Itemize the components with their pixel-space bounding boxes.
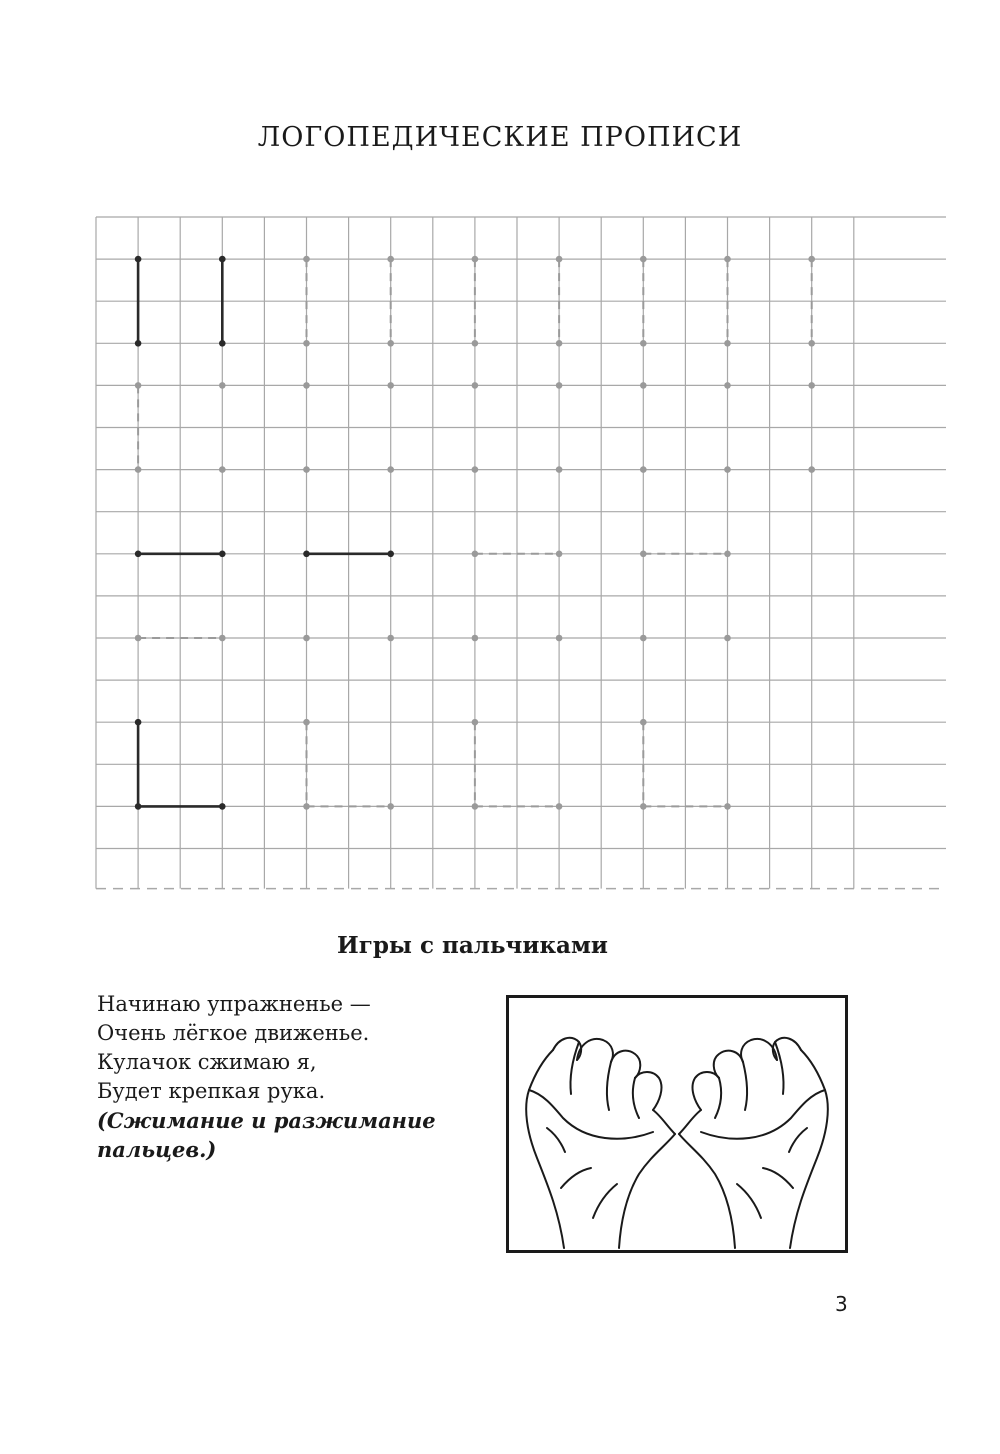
guide-dot: [219, 635, 226, 642]
poem-line: Очень лёгкое движенье.: [97, 1021, 370, 1045]
guide-dot: [303, 719, 310, 726]
guide-dot: [135, 382, 142, 389]
left-fist-icon: [526, 1038, 675, 1248]
guide-dot: [472, 340, 479, 347]
guide-dot: [387, 340, 394, 347]
guide-dot: [472, 551, 479, 558]
guide-dot: [219, 340, 226, 347]
guide-dot: [135, 466, 142, 473]
section-title: Игры с пальчиками: [337, 932, 608, 959]
guide-dot: [303, 382, 310, 389]
guide-dot: [387, 551, 394, 558]
guide-dot: [724, 551, 731, 558]
two-fists-icon: [509, 998, 845, 1250]
guide-dot: [556, 340, 563, 347]
guide-dot: [387, 382, 394, 389]
guide-dot: [303, 551, 310, 558]
guide-dot: [556, 803, 563, 810]
guide-dot: [387, 635, 394, 642]
guide-dot: [387, 803, 394, 810]
guide-dot: [556, 466, 563, 473]
page-title: ЛОГОПЕДИЧЕСКИЕ ПРОПИСИ: [257, 122, 743, 153]
page-number: 3: [835, 1292, 848, 1316]
guide-dot: [135, 340, 142, 347]
guide-dot: [808, 466, 815, 473]
poem-note-line: пальцев.): [97, 1137, 217, 1162]
guide-dot: [556, 382, 563, 389]
guide-dot: [135, 719, 142, 726]
guide-dot: [640, 719, 647, 726]
guide-dot: [724, 256, 731, 263]
guide-dot: [724, 382, 731, 389]
guide-dot: [808, 256, 815, 263]
guide-dot: [640, 466, 647, 473]
guide-dot: [135, 635, 142, 642]
poem-note-line: (Сжимание и разжимание: [97, 1108, 436, 1133]
guide-dot: [724, 803, 731, 810]
guide-dot: [303, 635, 310, 642]
poem-line: Будет крепкая рука.: [97, 1079, 326, 1103]
guide-dot: [640, 635, 647, 642]
guide-dot: [135, 551, 142, 558]
poem: [97, 990, 497, 1164]
guide-dot: [472, 635, 479, 642]
guide-dot: [303, 466, 310, 473]
guide-dot: [808, 340, 815, 347]
guide-dot: [472, 719, 479, 726]
guide-dot: [472, 803, 479, 810]
guide-dot: [556, 635, 563, 642]
guide-dot: [387, 466, 394, 473]
guide-dot: [135, 803, 142, 810]
guide-dot: [135, 256, 142, 263]
right-fist-icon: [679, 1038, 828, 1248]
guide-dot: [724, 340, 731, 347]
guide-dot: [219, 551, 226, 558]
guide-dot: [640, 382, 647, 389]
guide-dot: [724, 466, 731, 473]
guide-dot: [640, 803, 647, 810]
guide-dot: [303, 256, 310, 263]
guide-dot: [219, 803, 226, 810]
guide-dot: [724, 635, 731, 642]
guide-dot: [640, 256, 647, 263]
guide-dot: [808, 382, 815, 389]
fists-illustration-frame: [506, 995, 848, 1253]
guide-dot: [303, 803, 310, 810]
guide-dot: [472, 466, 479, 473]
guide-dot: [303, 340, 310, 347]
guide-dot: [472, 256, 479, 263]
guide-dot: [556, 551, 563, 558]
guide-dot: [219, 382, 226, 389]
guide-dot: [556, 256, 563, 263]
guide-dot: [219, 256, 226, 263]
guide-dot: [640, 340, 647, 347]
poem-line: Начинаю упражненье —: [97, 992, 371, 1016]
guide-dot: [387, 256, 394, 263]
guide-dot: [472, 382, 479, 389]
guide-dot: [640, 551, 647, 558]
poem-line: Кулачок сжимаю я,: [97, 1050, 317, 1074]
guide-dot: [219, 466, 226, 473]
